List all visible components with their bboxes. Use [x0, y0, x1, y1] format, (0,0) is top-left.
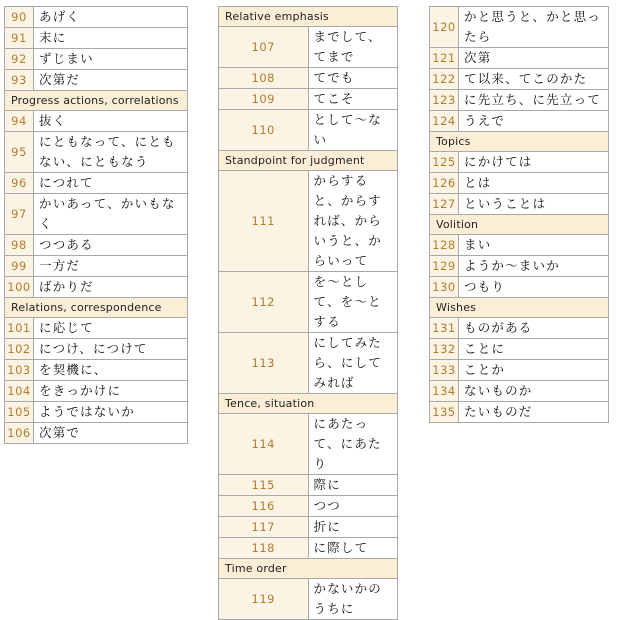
grammar-row — [5, 339, 188, 360]
grammar-row — [5, 381, 188, 402]
grammar-pattern: とは — [459, 173, 609, 194]
grammar-row — [430, 381, 609, 402]
grammar-row — [219, 68, 398, 89]
grammar-row — [219, 579, 398, 620]
grammar-row — [219, 272, 398, 333]
grammar-pattern: まい — [459, 235, 609, 256]
item-number: 105 — [5, 402, 34, 423]
item-number: 101 — [5, 318, 34, 339]
item-number: 110 — [219, 110, 309, 151]
section-header: Relations, correspondence — [5, 298, 188, 318]
item-number: 91 — [5, 28, 34, 49]
grammar-row — [219, 517, 398, 538]
grammar-row — [430, 360, 609, 381]
grammar-row — [219, 414, 398, 475]
item-number: 133 — [430, 360, 459, 381]
section-header: Wishes — [430, 298, 609, 318]
grammar-row — [5, 49, 188, 70]
section-header-row — [430, 132, 609, 152]
item-number: 130 — [430, 277, 459, 298]
grammar-pattern: にともなって、にともない、にともなう — [34, 132, 188, 173]
grammar-pattern: ようか〜まいか — [459, 256, 609, 277]
item-number: 96 — [5, 173, 34, 194]
item-number: 120 — [430, 7, 459, 48]
grammar-pattern: つもり — [459, 277, 609, 298]
grammar-table-column-2 — [218, 6, 398, 620]
grammar-row — [430, 277, 609, 298]
grammar-row — [5, 7, 188, 28]
grammar-row — [5, 28, 188, 49]
grammar-row — [219, 496, 398, 517]
grammar-pattern: として〜ない — [308, 110, 398, 151]
grammar-pattern: をきっかけに — [34, 381, 188, 402]
item-number: 94 — [5, 111, 34, 132]
grammar-pattern: かいあって、かいもなく — [34, 194, 188, 235]
item-number: 99 — [5, 256, 34, 277]
grammar-pattern: 末に — [34, 28, 188, 49]
item-number: 128 — [430, 235, 459, 256]
grammar-row — [430, 152, 609, 173]
grammar-pattern: つつある — [34, 235, 188, 256]
section-header: Time order — [219, 559, 398, 579]
item-number: 129 — [430, 256, 459, 277]
item-number: 106 — [5, 423, 34, 444]
item-number: 92 — [5, 49, 34, 70]
grammar-row — [5, 235, 188, 256]
item-number: 102 — [5, 339, 34, 360]
grammar-pattern: ことに — [459, 339, 609, 360]
grammar-pattern: ということは — [459, 194, 609, 215]
grammar-pattern: につけ、につけて — [34, 339, 188, 360]
section-header-row — [219, 151, 398, 171]
grammar-pattern: からすると、からすれば、からいうと、からいって — [308, 171, 398, 272]
grammar-pattern: にかけては — [459, 152, 609, 173]
section-header-row — [5, 91, 188, 111]
grammar-pattern: たいものだ — [459, 402, 609, 423]
grammar-row — [5, 70, 188, 91]
item-number: 104 — [5, 381, 34, 402]
section-header-row — [430, 215, 609, 235]
grammar-table-column-3 — [429, 6, 609, 423]
item-number: 116 — [219, 496, 309, 517]
section-header-row — [5, 298, 188, 318]
grammar-row — [430, 173, 609, 194]
section-header-row — [219, 7, 398, 27]
grammar-row — [430, 318, 609, 339]
section-header: Progress actions, correlations — [5, 91, 188, 111]
item-number: 135 — [430, 402, 459, 423]
section-header: Relative emphasis — [219, 7, 398, 27]
grammar-row — [430, 111, 609, 132]
item-number: 113 — [219, 333, 309, 394]
grammar-pattern: までして、てまで — [308, 27, 398, 68]
grammar-row — [430, 256, 609, 277]
item-number: 95 — [5, 132, 34, 173]
grammar-row — [5, 402, 188, 423]
grammar-row — [430, 339, 609, 360]
item-number: 126 — [430, 173, 459, 194]
grammar-pattern: ようではないか — [34, 402, 188, 423]
grammar-pattern: ばかりだ — [34, 277, 188, 298]
item-number: 119 — [219, 579, 309, 620]
item-number: 98 — [5, 235, 34, 256]
grammar-row — [5, 318, 188, 339]
grammar-pattern: てこそ — [308, 89, 398, 110]
item-number: 103 — [5, 360, 34, 381]
section-header-row — [219, 559, 398, 579]
grammar-pattern: かと思うと、かと思ったら — [459, 7, 609, 48]
grammar-table-column-1 — [4, 6, 188, 444]
grammar-pattern: 次第だ — [34, 70, 188, 91]
grammar-pattern: 次第 — [459, 48, 609, 69]
grammar-pattern: にあたって、にあたり — [308, 414, 398, 475]
grammar-pattern: ものがある — [459, 318, 609, 339]
grammar-row — [5, 277, 188, 298]
item-number: 111 — [219, 171, 309, 272]
grammar-row — [219, 333, 398, 394]
grammar-pattern: あげく — [34, 7, 188, 28]
grammar-row — [5, 423, 188, 444]
grammar-pattern: につれて — [34, 173, 188, 194]
grammar-row — [430, 7, 609, 48]
grammar-pattern: ことか — [459, 360, 609, 381]
grammar-row — [219, 171, 398, 272]
item-number: 107 — [219, 27, 309, 68]
item-number: 112 — [219, 272, 309, 333]
grammar-row — [430, 402, 609, 423]
grammar-pattern: を契機に、 — [34, 360, 188, 381]
grammar-row — [5, 111, 188, 132]
grammar-row — [430, 48, 609, 69]
grammar-pattern: 抜く — [34, 111, 188, 132]
item-number: 127 — [430, 194, 459, 215]
grammar-pattern: 折に — [308, 517, 398, 538]
grammar-row — [5, 173, 188, 194]
section-header: Tence, situation — [219, 394, 398, 414]
grammar-pattern: ずじまい — [34, 49, 188, 70]
item-number: 117 — [219, 517, 309, 538]
grammar-row — [5, 360, 188, 381]
grammar-pattern: てでも — [308, 68, 398, 89]
item-number: 100 — [5, 277, 34, 298]
grammar-row — [219, 27, 398, 68]
grammar-pattern: に先立ち、に先立って — [459, 90, 609, 111]
grammar-row — [219, 89, 398, 110]
grammar-pattern: に際して — [308, 538, 398, 559]
item-number: 114 — [219, 414, 309, 475]
section-header: Topics — [430, 132, 609, 152]
item-number: 132 — [430, 339, 459, 360]
item-number: 118 — [219, 538, 309, 559]
item-number: 131 — [430, 318, 459, 339]
grammar-pattern: ないものか — [459, 381, 609, 402]
item-number: 121 — [430, 48, 459, 69]
grammar-pattern: 次第で — [34, 423, 188, 444]
grammar-pattern: て以来、てこのかた — [459, 69, 609, 90]
item-number: 109 — [219, 89, 309, 110]
grammar-pattern: を〜として、を〜とする — [308, 272, 398, 333]
grammar-row — [430, 235, 609, 256]
grammar-pattern: かないかのうちに — [308, 579, 398, 620]
grammar-pattern: に応じて — [34, 318, 188, 339]
grammar-row — [5, 256, 188, 277]
section-header-row — [219, 394, 398, 414]
item-number: 93 — [5, 70, 34, 91]
section-header: Volition — [430, 215, 609, 235]
grammar-pattern: うえで — [459, 111, 609, 132]
grammar-row — [219, 110, 398, 151]
item-number: 97 — [5, 194, 34, 235]
item-number: 123 — [430, 90, 459, 111]
grammar-row — [430, 90, 609, 111]
grammar-row — [5, 132, 188, 173]
grammar-pattern: 際に — [308, 475, 398, 496]
item-number: 122 — [430, 69, 459, 90]
grammar-row — [219, 475, 398, 496]
item-number: 124 — [430, 111, 459, 132]
grammar-pattern: にしてみたら、にしてみれば — [308, 333, 398, 394]
item-number: 115 — [219, 475, 309, 496]
grammar-pattern: 一方だ — [34, 256, 188, 277]
grammar-row — [430, 194, 609, 215]
item-number: 134 — [430, 381, 459, 402]
grammar-row — [219, 538, 398, 559]
grammar-row — [430, 69, 609, 90]
grammar-pattern: つつ — [308, 496, 398, 517]
item-number: 125 — [430, 152, 459, 173]
section-header: Standpoint for judgment — [219, 151, 398, 171]
section-header-row — [430, 298, 609, 318]
item-number: 90 — [5, 7, 34, 28]
grammar-row — [5, 194, 188, 235]
item-number: 108 — [219, 68, 309, 89]
